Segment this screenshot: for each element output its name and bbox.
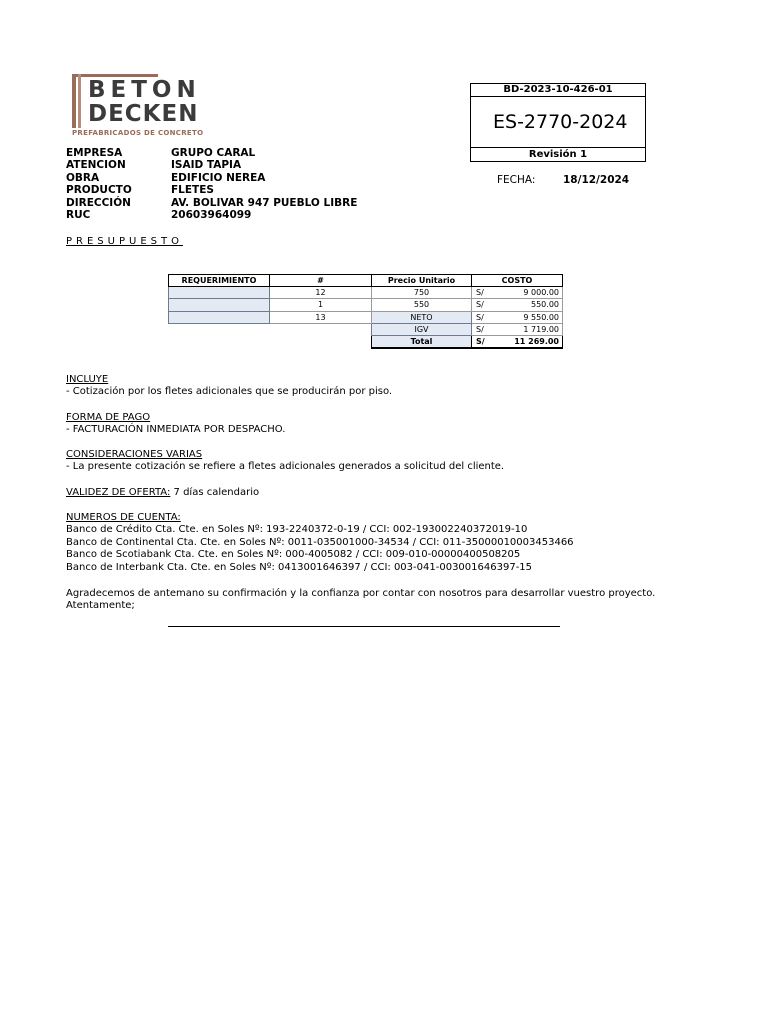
- forma-pago-title: FORMA DE PAGO: [66, 412, 151, 423]
- section-forma-pago: [66, 412, 285, 437]
- total-value: 11 269.00: [514, 337, 559, 347]
- bank-account-line: Banco de Interbank Cta. Cte. en Soles Nº: 0413001646397 / CCI: 003-041-003001646397-15: [66, 561, 533, 573]
- igv-value: 1 719.00: [523, 324, 559, 334]
- currency-symbol: S/: [476, 300, 484, 310]
- table-row: [169, 287, 563, 299]
- header-unit-price: Precio Unitario: [372, 275, 472, 287]
- currency-symbol: S/: [476, 324, 484, 334]
- cost-table: [168, 274, 563, 349]
- info-row-atencion: [66, 159, 357, 171]
- cost-value: 550.00: [531, 300, 559, 310]
- cell-igv-label: IGV: [372, 323, 472, 335]
- info-row-empresa: [66, 147, 357, 159]
- cell-quantity: 13: [270, 311, 372, 323]
- info-label: PRODUCTO: [66, 184, 132, 197]
- currency-symbol: S/: [476, 312, 484, 322]
- cell-neto-label: NETO: [372, 311, 472, 323]
- info-label: OBRA: [66, 171, 100, 184]
- info-value: 20603964099: [171, 208, 252, 221]
- company-logo: [70, 72, 204, 140]
- incluye-text: - Cotización por los fletes adicionales que se producirán por piso.: [66, 386, 393, 398]
- cell-cost: [472, 287, 563, 299]
- consideraciones-title: CONSIDERACIONES VARIAS: [66, 449, 203, 460]
- section-consideraciones: [66, 449, 504, 474]
- bank-account-line: Banco de Scotiabank Cta. Cte. en Soles Nº: 000-4005082 / CCI: 009-010-00000400508205: [66, 549, 521, 561]
- info-row-ruc: [66, 209, 357, 221]
- cell-requerimiento[interactable]: [169, 287, 270, 299]
- revision-label: Revisión 1: [471, 147, 645, 162]
- reference-code: BD-2023-10-426-01: [471, 84, 645, 97]
- cell-unit-price: 750: [372, 287, 472, 299]
- validez-title: VALIDEZ DE OFERTA:: [66, 487, 171, 498]
- forma-pago-text: - FACTURACIÓN INMEDIATA POR DESPACHO.: [66, 424, 286, 436]
- info-label: ATENCION: [66, 159, 126, 172]
- section-cuentas: [66, 512, 574, 574]
- cell-requerimiento[interactable]: [169, 311, 270, 323]
- cell-igv-value: [472, 323, 563, 335]
- consideraciones-text: - La presente cotización se refiere a fletes adicionales generados a solicitud del cliente.: [66, 461, 505, 473]
- cell-total-value: [472, 335, 563, 348]
- header-cost: COSTO: [472, 275, 563, 287]
- signature-line: [168, 626, 560, 627]
- section-validez: [66, 487, 259, 499]
- info-value: AV. BOLIVAR 947 PUEBLO LIBRE: [171, 196, 358, 209]
- closing-signoff: Atentamente;: [66, 600, 135, 612]
- cell-total-label: Total: [372, 335, 472, 348]
- info-label: RUC: [66, 208, 91, 221]
- cost-value: 9 000.00: [523, 288, 559, 298]
- closing-text: Agradecemos de antemano su confirmación y la confianza por contar con nosotros para desarrollar vuestro proyecto.: [66, 588, 656, 599]
- budget-title: PRESUPUESTO: [66, 236, 183, 247]
- table-row: [169, 299, 563, 311]
- reference-box: [470, 83, 646, 162]
- section-closing: [66, 588, 655, 613]
- table-header-row: [169, 275, 563, 287]
- logo-word-beton: BETON: [88, 77, 201, 103]
- client-info: [66, 147, 357, 221]
- cell-quantity: 12: [270, 287, 372, 299]
- cell-cost: [472, 311, 563, 323]
- info-row-producto: [66, 184, 357, 196]
- table-row: [169, 311, 563, 323]
- date-label: FECHA:: [497, 174, 536, 186]
- table-row-total: [169, 335, 563, 348]
- info-value: EDIFICIO NEREA: [171, 171, 266, 184]
- bank-account-line: Banco de Continental Cta. Cte. en Soles Nº: 0011-035001000-34534 / CCI: 011-35000010003453466: [66, 536, 574, 548]
- cell-requerimiento[interactable]: [169, 299, 270, 311]
- currency-symbol: S/: [476, 288, 484, 298]
- cell-unit-price: 550: [372, 299, 472, 311]
- logo-frame-bar-inner: [78, 74, 81, 128]
- cost-value: 9 550.00: [523, 312, 559, 322]
- cell-quantity: 1: [270, 299, 372, 311]
- info-value: FLETES: [171, 184, 214, 197]
- header-quantity: #: [270, 275, 372, 287]
- logo-frame-bar: [72, 74, 76, 128]
- logo-word-decken: DECKEN: [88, 101, 199, 127]
- info-row-direccion: [66, 197, 357, 209]
- section-incluye: [66, 374, 392, 399]
- info-label: DIRECCIÓN: [66, 196, 131, 209]
- info-value: ISAID TAPIA: [171, 159, 242, 172]
- table-row-igv: [169, 323, 563, 335]
- info-value: GRUPO CARAL: [171, 147, 256, 159]
- info-row-obra: [66, 172, 357, 184]
- currency-symbol: S/: [476, 336, 485, 346]
- cuentas-title: NUMEROS DE CUENTA:: [66, 512, 181, 523]
- logo-tagline: PREFABRICADOS DE CONCRETO: [72, 129, 204, 137]
- cell-cost: [472, 299, 563, 311]
- incluye-title: INCLUYE: [66, 374, 109, 385]
- header-requerimiento: REQUERIMIENTO: [169, 275, 270, 287]
- validez-text: 7 días calendario: [170, 487, 260, 498]
- bank-account-line: Banco de Crédito Cta. Cte. en Soles Nº: 193-2240372-0-19 / CCI: 002-193002240372019-10: [66, 524, 528, 536]
- quote-number: ES-2770-2024: [493, 111, 628, 133]
- info-label: EMPRESA: [66, 147, 123, 159]
- date-value: 18/12/2024: [563, 174, 630, 186]
